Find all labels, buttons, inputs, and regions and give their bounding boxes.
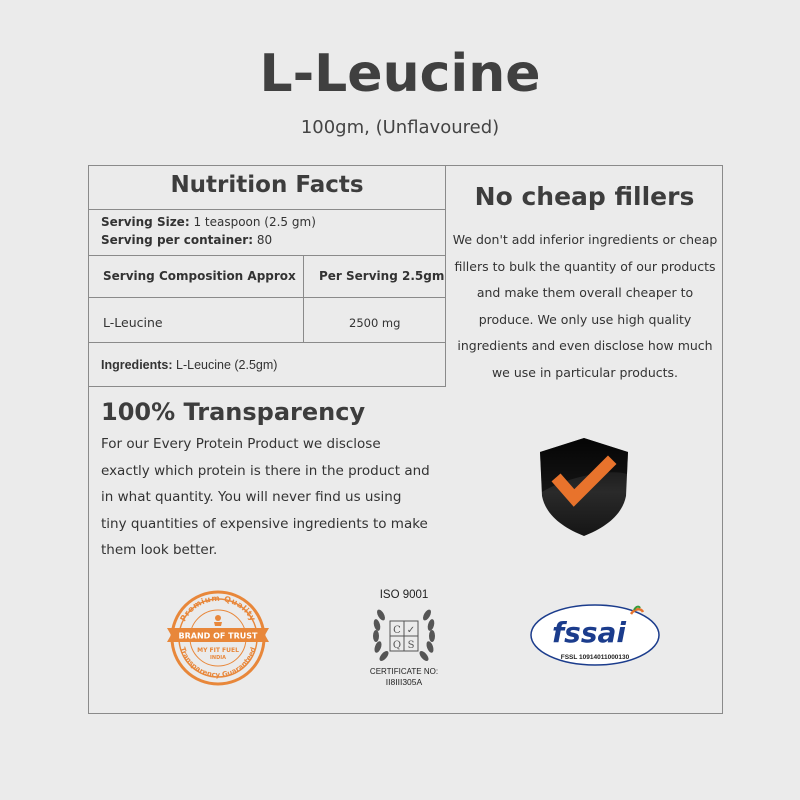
nutrition-facts-panel [88,165,446,387]
serving-container-label: Serving per container: [101,233,254,247]
iso-title: ISO 9001 [379,589,429,601]
badge-brand-line2: INDIA [210,655,226,661]
fssai-logo-text: fssai [551,616,627,649]
ingredients-value: L-Leucine (2.5gm) [172,358,278,372]
row-ingredient-amount: 2500 mg [349,316,401,330]
column-divider [303,255,304,342]
fssai-license: FSSL 10914011000130 [560,654,630,661]
column-header-composition: Serving Composition Approx [103,269,296,283]
serving-container-value: 80 [253,233,273,247]
ingredients-label: Ingredients: [101,358,173,372]
shield-check-icon [534,434,634,538]
transparency-heading: 100% Transparency [101,398,366,426]
transparency-text: For our Every Protein Product we disclose exactly which protein is there in the product and in what quantity. You will never find us using tiny quantities of expensive ingredients to make them look better. [101,436,430,558]
iso-cert-line1: CERTIFICATE NO: [369,667,439,676]
badge-top-text: Premium Quality [178,593,258,624]
svg-text:C: C [393,625,401,636]
divider [89,342,445,343]
brand-of-trust-badge [163,588,273,688]
row-ingredient-name: L-Leucine [103,315,163,330]
product-subtitle: 100gm, (Unflavoured) [300,117,500,138]
divider [89,255,445,256]
fillers-heading: No cheap fillers [474,182,695,211]
svg-text:S: S [407,640,415,651]
serving-per-container [101,233,272,247]
badge-brand-line1: MY FIT FUEL [197,647,239,654]
iso-9001-badge [364,583,444,691]
svg-text:✓: ✓ [406,625,416,636]
svg-text:Q: Q [392,640,402,651]
product-title: L-Leucine [259,44,541,104]
iso-cert-line2: II8III305A [385,677,423,687]
ingredients-line [101,358,277,372]
badge-ribbon-text: BRAND OF TRUST [178,631,258,641]
serving-size [101,215,316,229]
divider [89,209,445,210]
divider [89,297,445,298]
serving-size-value: 1 teaspoon (2.5 gm) [189,215,316,229]
column-header-per-serving: Per Serving 2.5gm [319,269,445,283]
badge-bottom-text: Transparency Guaranteed [178,646,258,680]
fillers-text: We don't add inferior ingredients or cheap fillers to bulk the quantity of our products and make them overall cheaper to produce. We only use high quality ingredients and even disclose how much we use in particular products. [452,232,718,380]
serving-size-label: Serving Size: [101,215,190,229]
fssai-badge [527,602,663,668]
nutrition-facts-heading: Nutrition Facts [170,172,364,198]
